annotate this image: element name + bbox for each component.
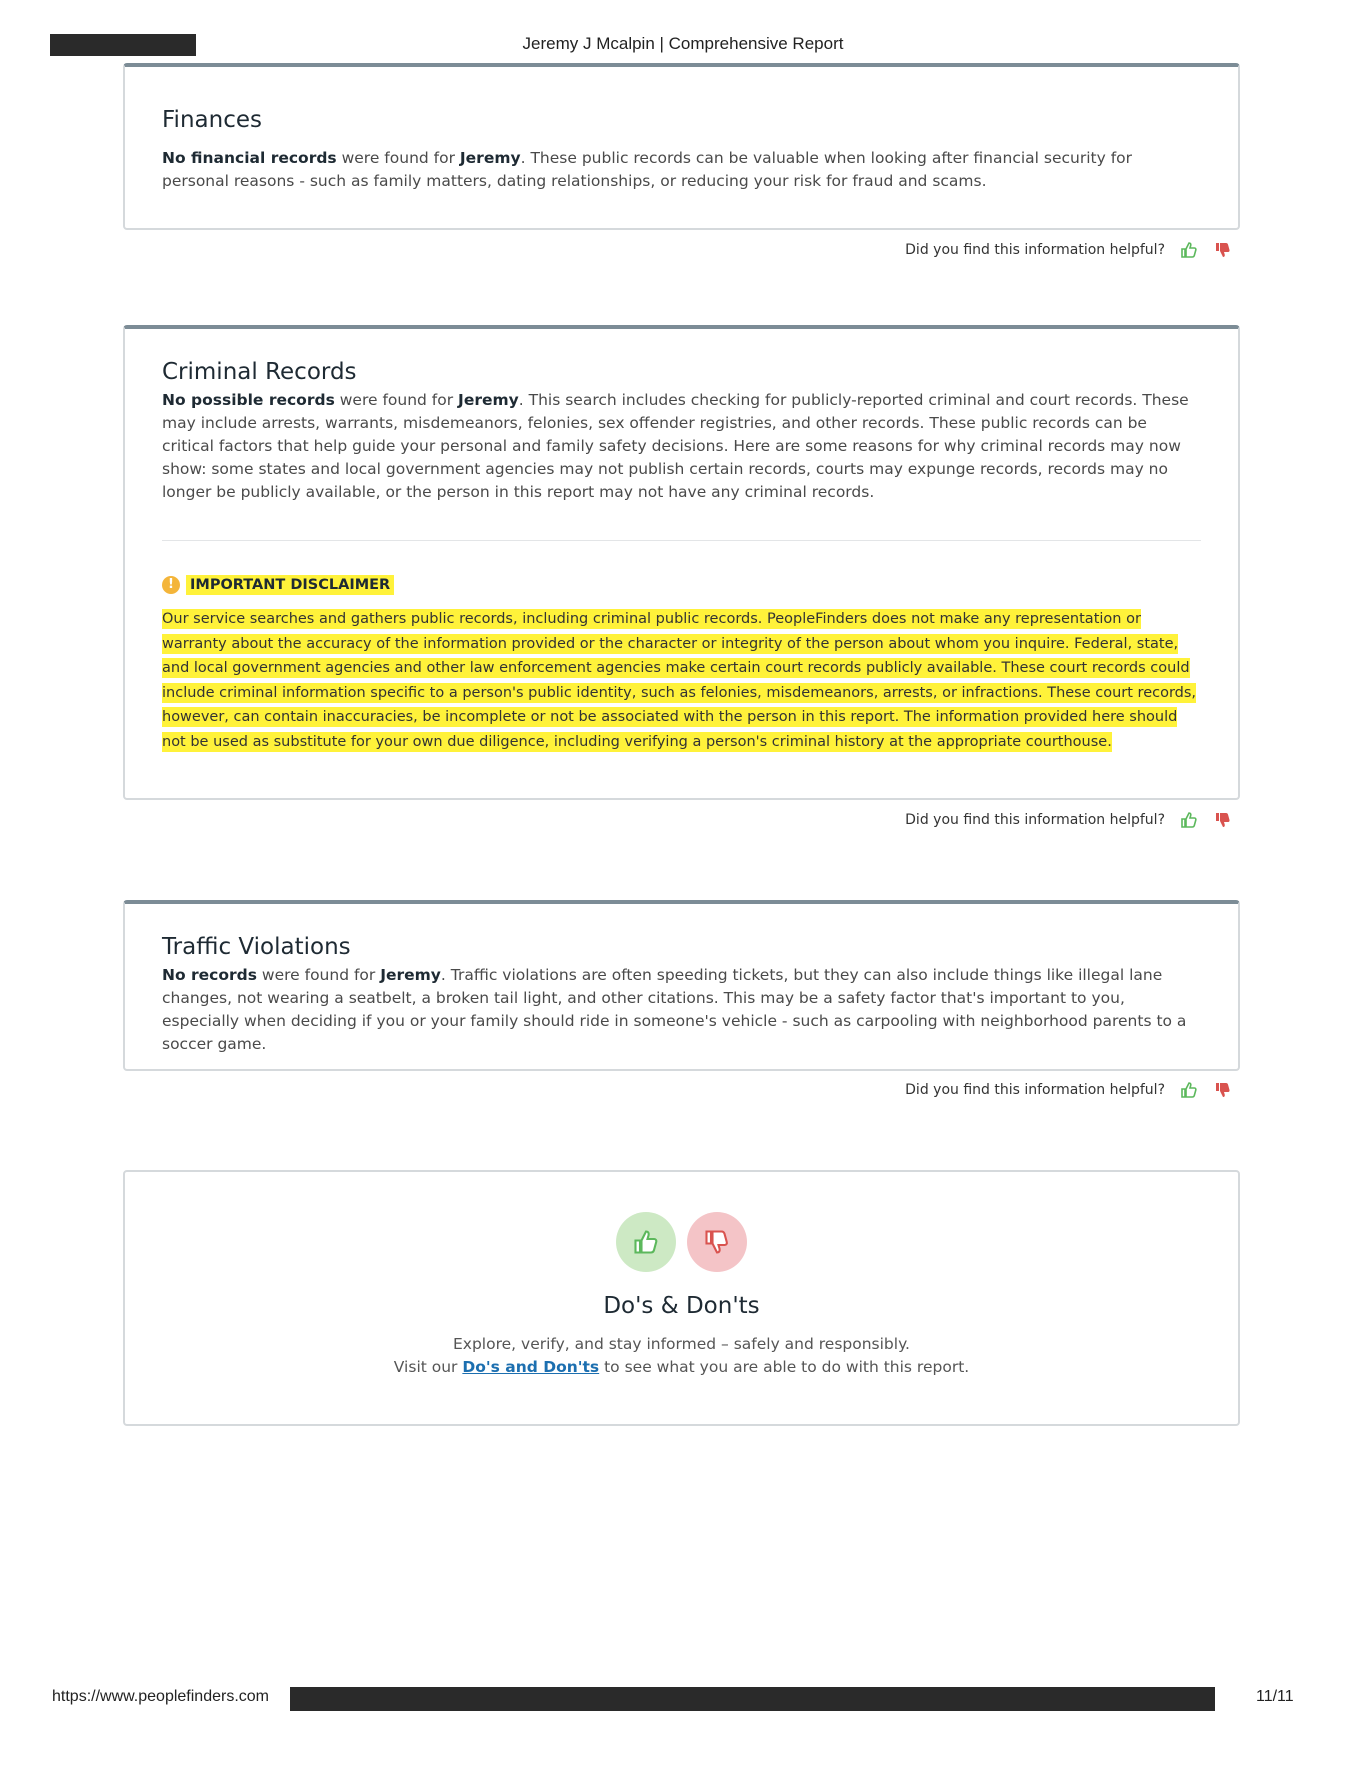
criminal-body: . This search includes checking for publicly-reported criminal and court records. These may include arrests, warrants, misdemeanors, felonies, sex offender registries, and other records. These public records can be critical factors that help guide your personal and family safety decisions. Here are some reasons for why criminal records may now show: some states and local government agencies may not publish certain records, courts may expunge records, records may no longer be publicly available, or the person in this report may not have any criminal records. [162,391,1189,501]
footer-url: https://www.peoplefinders.com [52,1688,269,1705]
criminal-lead-mid: were found for [334,391,459,409]
feedback-question: Did you find this information helpful? [905,812,1165,828]
finances-title: Finances [162,107,262,133]
criminal-lead-bold: No possible records [162,391,335,409]
traffic-violations-card [123,900,1240,1071]
disclaimer-label: IMPORTANT DISCLAIMER [186,575,394,595]
criminal-title: Criminal Records [162,359,357,385]
warning-icon: ! [162,576,180,594]
dos-donts-line2 [145,1356,1218,1379]
traffic-text [162,964,1201,1056]
dos-donts-icons [145,1212,1218,1277]
dos-donts-text [145,1333,1218,1379]
criminal-feedback [905,810,1233,830]
redaction-bar-footer [290,1687,1215,1711]
thumbs-up-icon[interactable] [1179,240,1199,260]
finances-lead-bold: No financial records [162,149,337,167]
criminal-divider [162,540,1201,541]
feedback-question: Did you find this information helpful? [905,242,1165,258]
thumbs-up-icon [616,1212,676,1272]
traffic-feedback [905,1080,1233,1100]
thumbs-up-icon[interactable] [1179,810,1199,830]
disclaimer-text [162,607,1201,754]
thumbs-down-icon [687,1212,747,1272]
dos-donts-line2-post: to see what you are able to do with this report. [599,1358,970,1376]
dos-donts-title: Do's & Don'ts [603,1293,760,1319]
disclaimer-body: Our service searches and gathers public records, including criminal public records. PeopleFinders does not make any representation or warranty about the accuracy of the information provided or the character or integrity of the person about whom you inquire. Federal, state, and local government agencies and other law enforcement agencies make certain court records publicly available. These court records could include criminal information specific to a person's public identity, such as felonies, misdemeanors, arrests, or infractions. These court records, however, can contain inaccuracies, be incomplete or not be associated with the person in this report. The information provided here should not be used as substitute for your own due diligence, including verifying a person's criminal history at the appropriate courthouse. [162,611,1197,750]
thumbs-up-icon[interactable] [1179,1080,1199,1100]
thumbs-down-icon[interactable] [1213,240,1233,260]
feedback-question: Did you find this information helpful? [905,1082,1165,1098]
criminal-name: Jeremy [458,391,519,409]
criminal-text [162,389,1201,504]
disclaimer-header [162,575,1201,595]
dos-donts-card [123,1170,1240,1426]
traffic-title: Traffic Violations [162,934,351,960]
finances-feedback [905,240,1233,260]
thumbs-down-icon[interactable] [1213,810,1233,830]
dos-donts-link[interactable]: Do's and Don'ts [462,1358,600,1376]
finances-body: . These public records can be valuable when looking after financial security for personal reasons - such as family matters, dating relationships, or reducing your risk for fraud and scams. [162,149,1133,190]
finances-name: Jeremy [459,149,521,167]
traffic-lead-bold: No records [162,966,257,984]
dos-donts-line1: Explore, verify, and stay informed – safely and responsibly. [453,1335,910,1353]
finances-text [162,147,1201,193]
page-header-title: Jeremy J Mcalpin | Comprehensive Report [522,34,844,53]
thumbs-down-icon[interactable] [1213,1080,1233,1100]
dos-donts-line2-pre: Visit our [393,1358,463,1376]
finances-card [123,63,1240,230]
footer-page-number: 11/11 [1256,1688,1294,1705]
traffic-lead-mid: were found for [256,966,381,984]
criminal-records-card [123,325,1240,800]
traffic-body: . Traffic violations are often speeding tickets, but they can also include things like illegal lane changes, not wearing a seatbelt, a broken tail light, and other citations. This may be a safety factor that's important to you, especially when deciding if you or your family should ride in someone's vehicle - such as carpooling with neighborhood parents to a soccer game. [162,966,1187,1053]
traffic-name: Jeremy [380,966,441,984]
finances-lead-mid: were found for [336,149,460,167]
